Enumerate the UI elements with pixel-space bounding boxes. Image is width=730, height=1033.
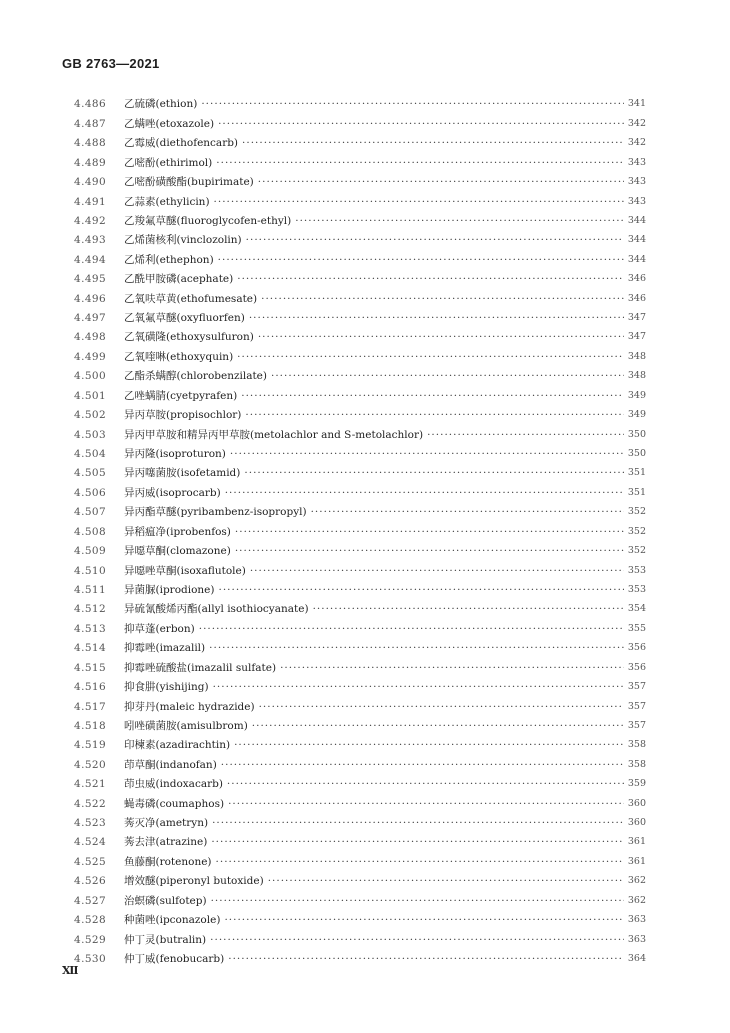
toc-entry-number: 4.522 [74, 797, 107, 810]
toc-entry-number: 4.501 [74, 389, 107, 402]
dot-leader [291, 215, 624, 227]
toc-entry[interactable] [74, 790, 646, 809]
dot-leader [242, 234, 624, 246]
toc-entry-title: 抑霉唑(imazalil) [124, 642, 206, 655]
toc-entry[interactable] [74, 868, 646, 887]
toc-entry-page: 357 [627, 681, 646, 693]
toc-entry-number: 4.511 [74, 583, 107, 596]
toc-entry-number: 4.488 [74, 137, 107, 150]
toc-entry-page: 344 [627, 234, 646, 246]
dot-leader [233, 351, 624, 363]
toc-entry-number: 4.512 [74, 603, 107, 616]
toc-entry-page: 344 [627, 253, 646, 265]
toc-entry-page: 360 [627, 817, 646, 829]
toc-entry[interactable] [74, 110, 646, 129]
toc-entry-number: 4.492 [74, 214, 107, 227]
toc-entry-title: 异稻瘟净(iprobenfos) [124, 525, 231, 538]
toc-entry-number: 4.516 [74, 681, 107, 694]
toc-entry-page: 342 [627, 117, 646, 129]
toc-entry-number: 4.490 [74, 176, 107, 189]
table-of-contents [74, 91, 646, 965]
toc-entry-title: 增效醚(piperonyl butoxide) [124, 875, 264, 888]
toc-entry-page: 363 [627, 914, 646, 926]
toc-entry-number: 4.503 [74, 428, 107, 441]
dot-leader [207, 836, 624, 848]
dot-leader [195, 623, 624, 635]
toc-entry[interactable] [74, 246, 646, 265]
toc-entry-page: 352 [627, 525, 646, 537]
toc-entry-number: 4.520 [74, 758, 107, 771]
dot-leader [307, 506, 624, 518]
toc-entry[interactable] [74, 810, 646, 829]
toc-entry-title: 种菌唑(ipconazole) [124, 914, 221, 927]
toc-entry[interactable] [74, 887, 646, 906]
dot-leader [245, 312, 624, 324]
dot-leader [226, 448, 624, 460]
dot-leader [246, 565, 624, 577]
toc-entry[interactable] [74, 732, 646, 751]
toc-entry-page: 349 [627, 409, 646, 421]
dot-leader [248, 720, 624, 732]
toc-entry-title: 莠灭净(ametryn) [124, 817, 209, 830]
toc-entry-number: 4.491 [74, 195, 107, 208]
toc-entry-title: 异丙草胺(propisochlor) [124, 409, 242, 422]
toc-entry[interactable] [74, 91, 646, 110]
toc-entry-number: 4.523 [74, 817, 107, 830]
toc-entry-title: 蝇毒磷(coumaphos) [124, 797, 225, 810]
toc-entry-title: 异丙酯草醚(pyribambenz-isopropyl) [124, 506, 307, 519]
toc-entry-number: 4.489 [74, 156, 107, 169]
toc-entry-page: 356 [627, 661, 646, 673]
toc-entry-number: 4.524 [74, 836, 107, 849]
toc-entry-number: 4.530 [74, 952, 107, 965]
toc-entry[interactable] [74, 615, 646, 634]
toc-entry[interactable] [74, 713, 646, 732]
toc-entry-page: 348 [627, 350, 646, 362]
dot-leader [212, 157, 624, 169]
toc-entry-title: 异丙甲草胺和精异丙甲草胺(metolachlor and S-metolachlor) [124, 428, 424, 441]
toc-entry-page: 341 [627, 98, 646, 110]
toc-entry-page: 344 [627, 214, 646, 226]
dot-leader [423, 429, 624, 441]
toc-entry[interactable] [74, 635, 646, 654]
toc-entry-page: 357 [627, 719, 646, 731]
toc-entry-number: 4.518 [74, 719, 107, 732]
toc-entry-number: 4.504 [74, 448, 107, 461]
toc-entry-title: 异噁草酮(clomazone) [124, 545, 231, 558]
toc-entry-title: 异菌脲(iprodione) [124, 583, 215, 596]
toc-entry-number: 4.487 [74, 117, 107, 130]
toc-entry[interactable] [74, 343, 646, 362]
toc-entry-number: 4.514 [74, 642, 107, 655]
dot-leader [205, 642, 624, 654]
toc-entry-page: 352 [627, 506, 646, 518]
toc-entry-number: 4.497 [74, 312, 107, 325]
toc-entry-page: 364 [627, 952, 646, 964]
toc-entry-title: 吲唑磺菌胺(amisulbrom) [124, 719, 248, 732]
toc-entry-title: 茚草酮(indanofan) [124, 758, 217, 771]
dot-leader [240, 467, 624, 479]
toc-entry-page: 362 [627, 894, 646, 906]
toc-entry-number: 4.515 [74, 661, 107, 674]
dot-leader [224, 953, 624, 965]
toc-entry-number: 4.486 [74, 98, 107, 111]
toc-entry-page: 347 [627, 312, 646, 324]
toc-entry[interactable] [74, 926, 646, 945]
toc-entry-page: 358 [627, 739, 646, 751]
toc-entry-title: 印楝素(azadirachtin) [124, 739, 231, 752]
toc-entry[interactable] [74, 479, 646, 498]
dot-leader [254, 176, 624, 188]
toc-entry-number: 4.529 [74, 933, 107, 946]
toc-entry-title: 乙嘧酚磺酸酯(bupirimate) [124, 176, 254, 189]
toc-entry[interactable] [74, 363, 646, 382]
dot-leader [231, 545, 624, 557]
toc-entry-number: 4.528 [74, 914, 107, 927]
dot-leader [267, 370, 624, 382]
toc-entry-title: 乙唑螨腈(cyetpyrafen) [124, 389, 238, 402]
toc-entry-title: 乙蒜素(ethylicin) [124, 195, 210, 208]
toc-entry-page: 350 [627, 428, 646, 440]
toc-entry-page: 352 [627, 545, 646, 557]
toc-entry-title: 抑草蓬(erbon) [124, 622, 195, 635]
toc-entry-page: 356 [627, 642, 646, 654]
toc-entry-number: 4.508 [74, 525, 107, 538]
toc-entry-title: 仲丁灵(butralin) [124, 933, 207, 946]
toc-entry-number: 4.495 [74, 273, 107, 286]
toc-entry-number: 4.493 [74, 234, 107, 247]
toc-entry-title: 抑霉唑硫酸盐(imazalil sulfate) [124, 661, 277, 674]
toc-entry-title: 莠去津(atrazine) [124, 836, 208, 849]
toc-entry[interactable] [74, 305, 646, 324]
toc-entry[interactable] [74, 946, 646, 965]
toc-entry[interactable] [74, 460, 646, 479]
toc-entry[interactable] [74, 441, 646, 460]
toc-entry[interactable] [74, 208, 646, 227]
dot-leader [215, 584, 625, 596]
toc-entry-page: 363 [627, 933, 646, 945]
toc-entry-number: 4.526 [74, 875, 107, 888]
toc-entry-title: 乙氧喹啉(ethoxyquin) [124, 350, 234, 363]
toc-entry-number: 4.502 [74, 409, 107, 422]
dot-leader [209, 681, 624, 693]
toc-entry[interactable] [74, 693, 646, 712]
toc-entry[interactable] [74, 829, 646, 848]
toc-entry-number: 4.494 [74, 253, 107, 266]
dot-leader [220, 914, 624, 926]
toc-entry[interactable] [74, 771, 646, 790]
toc-entry-page: 349 [627, 389, 646, 401]
toc-entry-page: 354 [627, 603, 646, 615]
toc-entry-title: 乙氧呋草黄(ethofumesate) [124, 292, 258, 305]
toc-entry-page: 355 [627, 622, 646, 634]
toc-entry-number: 4.519 [74, 739, 107, 752]
toc-entry-number: 4.509 [74, 545, 107, 558]
toc-entry-number: 4.500 [74, 370, 107, 383]
toc-entry-title: 异丙噻菌胺(isofetamid) [124, 467, 241, 480]
toc-entry-number: 4.505 [74, 467, 107, 480]
dot-leader [230, 739, 624, 751]
toc-entry[interactable] [74, 518, 646, 537]
dot-leader [197, 98, 624, 110]
toc-entry-title: 乙霉威(diethofencarb) [124, 137, 239, 150]
document-code-header: GB 2763—2021 [62, 56, 160, 71]
toc-entry-number: 4.517 [74, 700, 107, 713]
dot-leader [221, 487, 624, 499]
toc-entry-page: 347 [627, 331, 646, 343]
toc-entry-title: 异丙隆(isoproturon) [124, 448, 226, 461]
dot-leader [207, 895, 624, 907]
toc-entry[interactable] [74, 421, 646, 440]
toc-entry-number: 4.506 [74, 486, 107, 499]
toc-entry-page: 346 [627, 292, 646, 304]
toc-entry[interactable] [74, 557, 646, 576]
toc-entry-page: 362 [627, 875, 646, 887]
dot-leader [237, 390, 624, 402]
toc-entry-number: 4.525 [74, 855, 107, 868]
dot-leader [264, 875, 624, 887]
toc-entry-title: 乙羧氟草醚(fluoroglycofen-ethyl) [124, 214, 292, 227]
page-number-footer: Ⅻ [62, 964, 79, 977]
toc-entry-number: 4.521 [74, 778, 107, 791]
dot-leader [206, 934, 624, 946]
dot-leader [257, 293, 624, 305]
toc-entry-title: 异硫氰酸烯丙酯(allyl isothiocyanate) [124, 603, 309, 616]
toc-entry-title: 鱼藤酮(rotenone) [124, 855, 212, 868]
toc-entry-page: 343 [627, 156, 646, 168]
toc-entry-page: 358 [627, 758, 646, 770]
toc-entry[interactable] [74, 674, 646, 693]
toc-entry-title: 乙螨唑(etoxazole) [124, 117, 215, 130]
toc-entry-page: 353 [627, 564, 646, 576]
toc-entry-page: 348 [627, 370, 646, 382]
toc-entry[interactable] [74, 130, 646, 149]
toc-entry-number: 4.513 [74, 622, 107, 635]
toc-entry[interactable] [74, 169, 646, 188]
dot-leader [254, 331, 624, 343]
toc-entry[interactable] [74, 538, 646, 557]
toc-entry-number: 4.499 [74, 350, 107, 363]
dot-leader [210, 196, 624, 208]
toc-entry[interactable] [74, 188, 646, 207]
toc-entry-page: 357 [627, 700, 646, 712]
toc-entry-title: 乙氧磺隆(ethoxysulfuron) [124, 331, 254, 344]
toc-entry-title: 乙烯利(ethephon) [124, 253, 214, 266]
dot-leader [217, 759, 624, 771]
toc-entry-page: 360 [627, 797, 646, 809]
toc-entry-title: 乙氧氟草醚(oxyfluorfen) [124, 312, 245, 325]
dot-leader [276, 662, 624, 674]
toc-entry-number: 4.507 [74, 506, 107, 519]
toc-entry[interactable] [74, 577, 646, 596]
toc-entry-title: 异丙威(isoprocarb) [124, 486, 221, 499]
toc-entry[interactable] [74, 266, 646, 285]
dot-leader [214, 118, 624, 130]
toc-entry-page: 350 [627, 448, 646, 460]
toc-entry-title: 治螟磷(sulfotep) [124, 894, 207, 907]
toc-entry-page: 351 [627, 467, 646, 479]
toc-entry[interactable] [74, 149, 646, 168]
toc-entry-page: 343 [627, 195, 646, 207]
dot-leader [309, 603, 624, 615]
toc-entry-title: 仲丁威(fenobucarb) [124, 952, 225, 965]
toc-entry-title: 抑芽丹(maleic hydrazide) [124, 700, 255, 713]
toc-entry[interactable] [74, 596, 646, 615]
toc-entry[interactable] [74, 654, 646, 673]
dot-leader [208, 817, 624, 829]
toc-entry[interactable] [74, 751, 646, 770]
toc-entry-page: 359 [627, 778, 646, 790]
toc-entry-number: 4.510 [74, 564, 107, 577]
toc-entry-number: 4.496 [74, 292, 107, 305]
dot-leader [224, 798, 624, 810]
toc-entry-title: 异噁唑草酮(isoxaflutole) [124, 564, 246, 577]
toc-entry-page: 342 [627, 137, 646, 149]
toc-entry-title: 乙嘧酚(ethirimol) [124, 156, 213, 169]
toc-entry[interactable] [74, 227, 646, 246]
toc-entry[interactable] [74, 848, 646, 867]
toc-entry[interactable] [74, 324, 646, 343]
toc-entry-page: 361 [627, 855, 646, 867]
dot-leader [231, 526, 624, 538]
toc-entry[interactable] [74, 402, 646, 421]
dot-leader [238, 137, 624, 149]
dot-leader [223, 778, 624, 790]
toc-entry-title: 乙硫磷(ethion) [124, 98, 198, 111]
toc-entry-title: 抑食肼(yishijing) [124, 681, 209, 694]
toc-entry-page: 343 [627, 176, 646, 188]
dot-leader [233, 273, 624, 285]
toc-entry-title: 茚虫威(indoxacarb) [124, 778, 223, 791]
toc-entry[interactable] [74, 499, 646, 518]
toc-entry-page: 361 [627, 836, 646, 848]
dot-leader [214, 254, 624, 266]
toc-entry-page: 351 [627, 486, 646, 498]
dot-leader [241, 409, 624, 421]
toc-entry[interactable] [74, 907, 646, 926]
toc-entry-number: 4.527 [74, 894, 107, 907]
toc-entry-title: 乙烯菌核利(vinclozolin) [124, 234, 242, 247]
toc-entry-title: 乙酰甲胺磷(acephate) [124, 273, 234, 286]
toc-entry[interactable] [74, 285, 646, 304]
dot-leader [212, 856, 624, 868]
toc-entry[interactable] [74, 382, 646, 401]
toc-entry-title: 乙酯杀螨醇(chlorobenzilate) [124, 370, 267, 383]
toc-entry-page: 353 [627, 583, 646, 595]
toc-entry-number: 4.498 [74, 331, 107, 344]
dot-leader [255, 701, 624, 713]
toc-entry-page: 346 [627, 273, 646, 285]
